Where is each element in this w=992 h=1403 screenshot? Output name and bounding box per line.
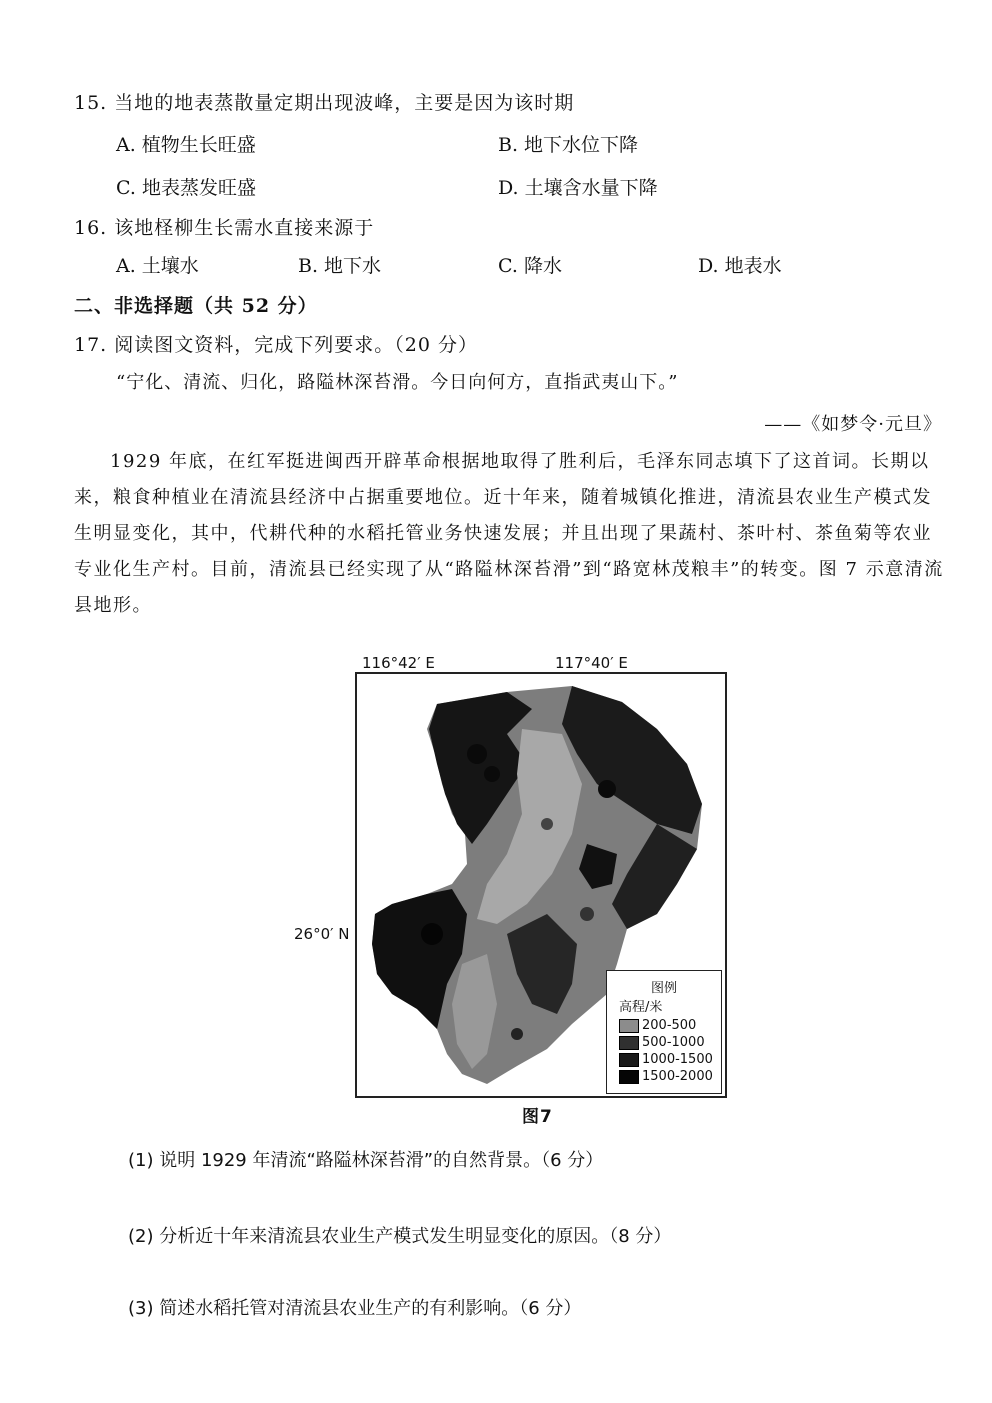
legend-swatch — [619, 1036, 639, 1050]
map-legend — [606, 970, 722, 1094]
legend-item — [619, 1017, 721, 1034]
legend-swatch — [619, 1053, 639, 1067]
q15-stem: 15. 当地的地表蒸散量定期出现波峰，主要是因为该时期 — [74, 92, 575, 114]
legend-title: 图例 — [650, 981, 677, 996]
legend-item — [619, 1051, 721, 1068]
latitude-label: 26°0′ N — [294, 925, 350, 943]
legend-label: 200-500 — [642, 1018, 697, 1033]
q17-paragraph: 1929 年底，在红军挺进闽西开辟革命根据地取得了胜利后，毛泽东同志填下了这首词。长期以来，粮食种植业在清流县经济中占据重要地位。近十年来，随着城镇化推进，清流县农业生产模式发生明显变化，其中，代耕代种的水稻托管业务快速发展；并且出现了果蔬村、茶叶村、茶鱼菊等农业专业化生产村。目前，清流县已经实现了从“路隘林深苔滑”到“路宽林茂粮丰”的转变。图 7 示意清流县地形。 — [74, 451, 944, 616]
figure-caption: 图7 — [522, 1107, 553, 1127]
q15-option-a: A. 植物生长旺盛 — [116, 134, 256, 156]
legend-label: 1000-1500 — [642, 1052, 713, 1067]
q17-stem: 17. 阅读图文资料，完成下列要求。（20 分） — [74, 334, 478, 356]
legend-label: 500-1000 — [642, 1035, 705, 1050]
q16-option-d: D. 地表水 — [698, 255, 782, 277]
q16-option-b: B. 地下水 — [298, 255, 382, 277]
legend-swatch — [619, 1019, 639, 1033]
q16-stem: 16. 该地柽柳生长需水直接来源于 — [74, 217, 375, 239]
q15-option-c: C. 地表蒸发旺盛 — [116, 177, 256, 199]
poem-source: ——《如梦令·元旦》 — [764, 414, 942, 435]
poem-quote: “宁化、清流、归化，路隘林深苔滑。今日向何方，直指武夷山下。” — [116, 372, 679, 393]
legend-item — [619, 1068, 721, 1085]
q15-option-b: B. 地下水位下降 — [498, 134, 639, 156]
subquestion-2: (2) 分析近十年来清流县农业生产模式发生明显变化的原因。（8 分） — [128, 1226, 672, 1247]
legend-swatch — [619, 1070, 639, 1084]
subquestion-3: (3) 简述水稻托管对清流县农业生产的有利影响。（6 分） — [128, 1298, 582, 1319]
q15-option-d: D. 土壤含水量下降 — [498, 177, 658, 199]
longitude-right-label: 117°40′ E — [555, 654, 628, 672]
longitude-left-label: 116°42′ E — [362, 654, 435, 672]
subquestion-1: (1) 说明 1929 年清流“路隘林深苔滑”的自然背景。（6 分） — [128, 1150, 604, 1171]
q16-option-a: A. 土壤水 — [116, 255, 199, 277]
legend-label: 1500-2000 — [642, 1069, 713, 1084]
legend-item — [619, 1034, 721, 1051]
q16-option-c: C. 降水 — [498, 255, 562, 277]
section-title: 二、非选择题（共 52 分） — [74, 295, 318, 317]
legend-subtitle: 高程/米 — [619, 1000, 663, 1015]
